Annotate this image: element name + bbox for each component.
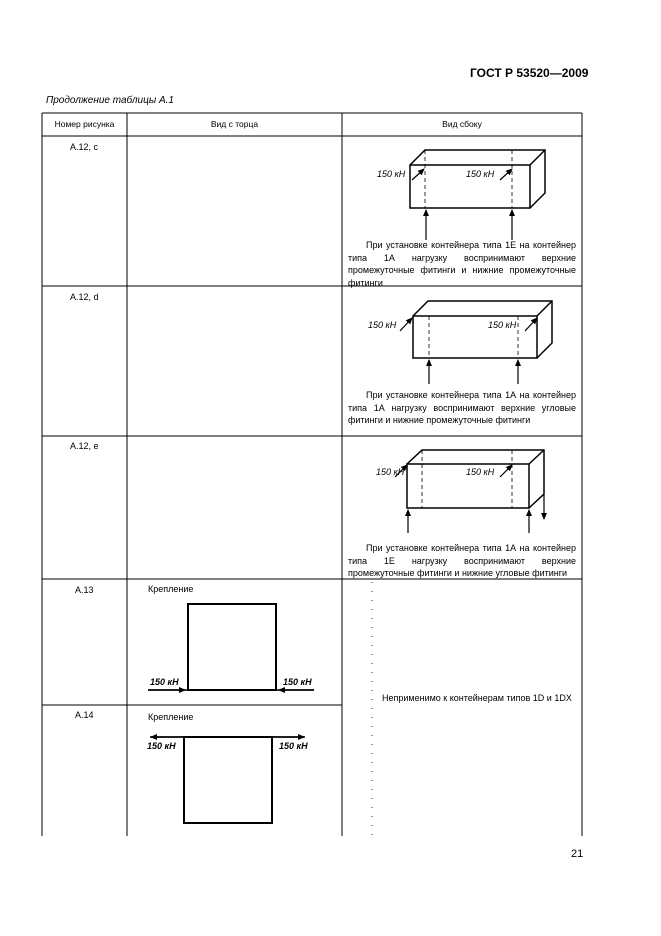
table-grid [42,113,582,836]
column-header-side-view: Вид сбоку [442,119,482,129]
column-header-end-view: Вид с торца [210,119,259,129]
container-diagram-a12e [407,450,544,508]
column-header-figure: Номер рисунка [54,119,115,129]
figure-number: А.14 [75,710,94,720]
fixing-diagram-a13 [188,604,276,690]
load-label: 150 кН [368,320,397,330]
standard-number: ГОСТ Р 53520—2009 [470,66,589,80]
fixing-label: Крепление [148,584,194,594]
load-label: 150 кН [466,169,495,179]
fixing-label: Крепление [148,712,194,722]
load-label: 150 кН [488,320,517,330]
figure-number: А.12, d [70,292,99,302]
load-label: 150 кН [376,467,405,477]
figure-number: А.12, е [70,441,99,451]
fixing-diagram-a14 [184,737,272,823]
figure-number: А.13 [75,585,94,595]
table-continuation-caption: Продолжение таблицы А.1 [46,95,174,106]
load-label: 150 кН [283,677,312,687]
load-note: При установке контейнера типа 1А на контейнер типа 1Е нагрузку воспринимают верхние промежуточные фитинги и нижние угловые фитинги [348,543,576,578]
load-note: При установке контейнера типа 1А на контейнер типа 1А нагрузку воспринимают верхние угловые фитинги и нижние промежуточные фитинги [348,390,576,425]
container-diagram-a12c [410,150,545,208]
load-label: 150 кН [150,677,179,687]
load-label: 150 кН [466,467,495,477]
load-note: При установке контейнера типа 1Е на контейнер типа 1А нагрузку воспринимают верхние промежуточные фитинги и нижние промежуточные фитинги [348,240,576,288]
page-number: 21 [571,848,584,860]
load-label: 150 кН [279,741,308,751]
not-applicable-note: Неприменимо к контейнерам типов 1D и 1DX [382,693,572,703]
figure-number: А.12, с [70,142,99,152]
load-label: 150 кН [377,169,406,179]
container-diagram-a12d [413,301,552,358]
load-label: 150 кН [147,741,176,751]
